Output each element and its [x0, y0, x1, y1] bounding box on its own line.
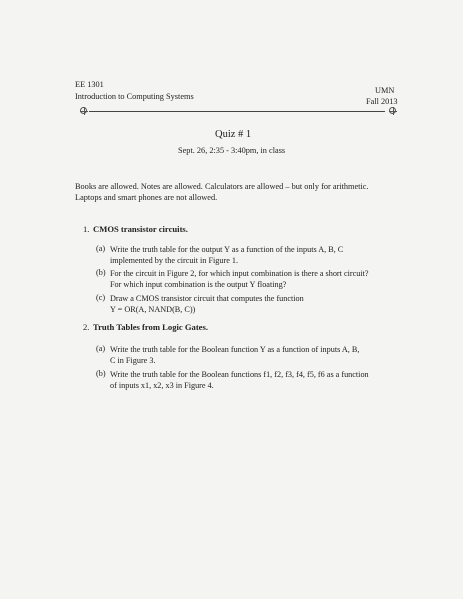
- quiz-subtitle: Sept. 26, 2:35 - 3:40pm, in class: [178, 146, 286, 155]
- question-1a-line-2: implemented by the circuit in Figure 1.: [110, 256, 239, 265]
- school-name: UMN: [375, 86, 395, 95]
- question-2b-line-2: of inputs x1, x2, x3 in Figure 4.: [110, 381, 214, 390]
- registration-mark-right-icon: [389, 107, 396, 114]
- question-2-heading: Truth Tables from Logic Gates.: [93, 322, 208, 332]
- question-1a-line-1: Write the truth table for the output Y as a function of the inputs A, B, C: [110, 245, 344, 254]
- instructions-line-1: Books are allowed. Notes are allowed. Calculators are allowed – but only for arithmetic.: [75, 182, 369, 191]
- question-1-heading: CMOS transistor circuits.: [93, 224, 188, 234]
- question-1b-label: (b): [96, 268, 106, 277]
- question-2b-line-1: Write the truth table for the Boolean functions f1, f2, f3, f4, f5, f6 as a function: [110, 370, 369, 379]
- term: Fall 2013: [366, 97, 398, 106]
- question-2a-label: (a): [96, 344, 106, 353]
- instructions-line-2: Laptops and smart phones are not allowed.: [75, 193, 218, 202]
- question-1c-label: (c): [96, 293, 106, 302]
- course-name: Introduction to Computing Systems: [75, 92, 194, 101]
- registration-mark-left-icon: [80, 107, 87, 114]
- question-1b-line-1: For the circuit in Figure 2, for which input combination is there a short circuit?: [110, 269, 369, 278]
- question-1c-line-1: Draw a CMOS transistor circuit that computes the function: [110, 294, 304, 303]
- question-2a-line-2: C in Figure 3.: [110, 356, 156, 365]
- header-rule: [89, 111, 385, 112]
- course-code: EE 1301: [75, 80, 104, 89]
- question-1a-label: (a): [96, 244, 106, 253]
- question-1b-line-2: For which input combination is the output Y floating?: [110, 280, 287, 289]
- question-1c-line-2: Y = OR(A, NAND(B, C)): [110, 305, 196, 314]
- question-2a-line-1: Write the truth table for the Boolean function Y as a function of inputs A, B,: [110, 345, 360, 354]
- question-2b-label: (b): [96, 369, 106, 378]
- question-2-number: 2.: [83, 322, 90, 332]
- quiz-title: Quiz # 1: [215, 129, 252, 140]
- question-1-number: 1.: [83, 224, 90, 234]
